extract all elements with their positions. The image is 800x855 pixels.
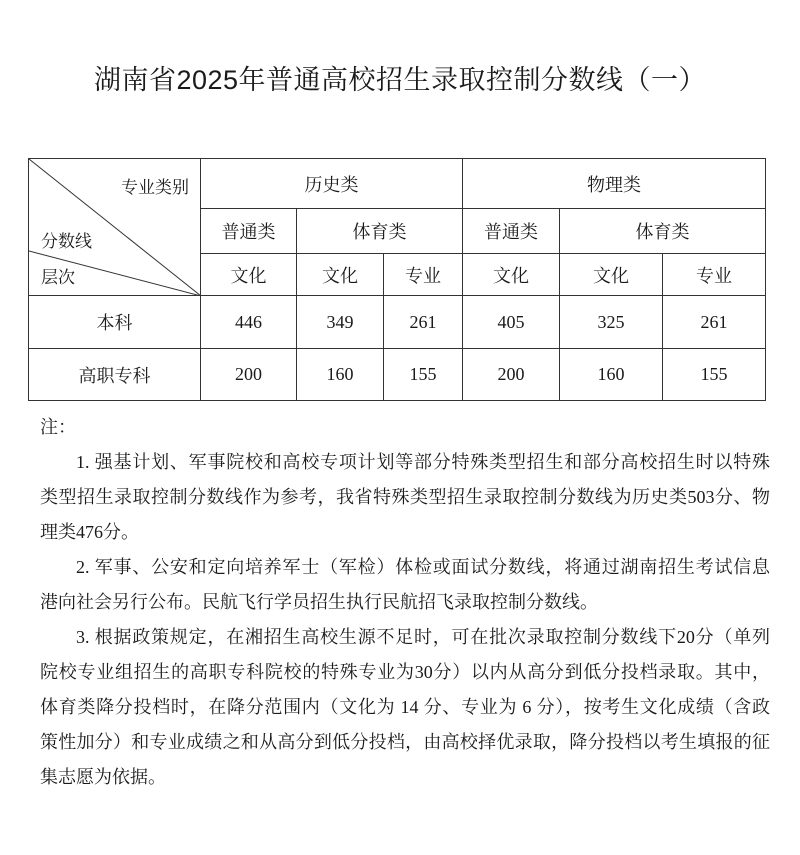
table-cell: 349: [297, 296, 384, 349]
table-cell: 155: [384, 349, 463, 401]
subgroup-header: 普通类: [201, 209, 297, 254]
column-header: 文化: [463, 254, 560, 296]
table-cell: 200: [201, 349, 297, 401]
subgroup-header: 体育类: [297, 209, 463, 254]
table-cell: 155: [663, 349, 766, 401]
note-line: 体育类降分投档时，在降分范围内（文化为 14 分、专业为 6 分），按考生文化成绩（含政: [40, 697, 770, 717]
row-label: 本科: [29, 296, 201, 349]
table-cell: 261: [384, 296, 463, 349]
table-cell: 446: [201, 296, 297, 349]
corner-header-cell: [29, 159, 201, 296]
note-item: [40, 445, 770, 550]
table-cell: 200: [463, 349, 560, 401]
table-row: [29, 296, 766, 349]
table-cell: 325: [560, 296, 663, 349]
subgroup-header: 体育类: [560, 209, 766, 254]
note-line: 策性加分）和专业成绩之和从高分到低分投档，由高校择优录取，降分投档以考生填报的征: [40, 732, 770, 752]
table-cell: 160: [297, 349, 384, 401]
note-line: 集志愿为依据。: [40, 767, 166, 787]
note-line: 港向社会另行公布。民航飞行学员招生执行民航招飞录取控制分数线。: [40, 592, 598, 612]
note-line: 2. 军事、公安和定向培养军士（军检）体检或面试分数线，将通过湖南招生考试信息: [76, 557, 770, 577]
group-header-history: 历史类: [201, 159, 463, 209]
column-header: 专业: [663, 254, 766, 296]
note-line: 理类476分。: [40, 522, 139, 542]
column-header: 文化: [560, 254, 663, 296]
notes-section: [40, 410, 770, 795]
score-table: [28, 158, 766, 401]
corner-label-level: 层次: [41, 268, 75, 287]
table-row: [29, 349, 766, 401]
notes-heading: 注：: [40, 417, 76, 437]
page-title: 湖南省2025年普通高校招生录取控制分数线（一）: [93, 65, 707, 95]
column-header: 文化: [297, 254, 384, 296]
note-line: 院校专业组招生的高职专科院校的特殊专业为30分）以内从高分到低分投档录取。其中，: [40, 662, 770, 682]
table-cell: 160: [560, 349, 663, 401]
corner-label-category: 专业类别: [121, 178, 189, 197]
note-line: 1. 强基计划、军事院校和高校专项计划等部分特殊类型招生和部分高校招生时以特殊: [76, 452, 770, 472]
table-cell: 261: [663, 296, 766, 349]
column-header: 专业: [384, 254, 463, 296]
table-cell: 405: [463, 296, 560, 349]
corner-label-score: 分数线: [41, 232, 92, 251]
column-header: 文化: [201, 254, 297, 296]
notes-list: [40, 445, 770, 795]
group-header-physics: 物理类: [463, 159, 766, 209]
row-label: 高职专科: [29, 349, 201, 401]
note-line: 类型招生录取控制分数线作为参考，我省特殊类型招生录取控制分数线为历史类503分、物: [40, 487, 770, 507]
note-item: [40, 620, 770, 795]
note-line: 3. 根据政策规定，在湘招生高校生源不足时，可在批次录取控制分数线下20分（单列: [76, 627, 770, 647]
subgroup-header: 普通类: [463, 209, 560, 254]
note-item: [40, 550, 770, 620]
